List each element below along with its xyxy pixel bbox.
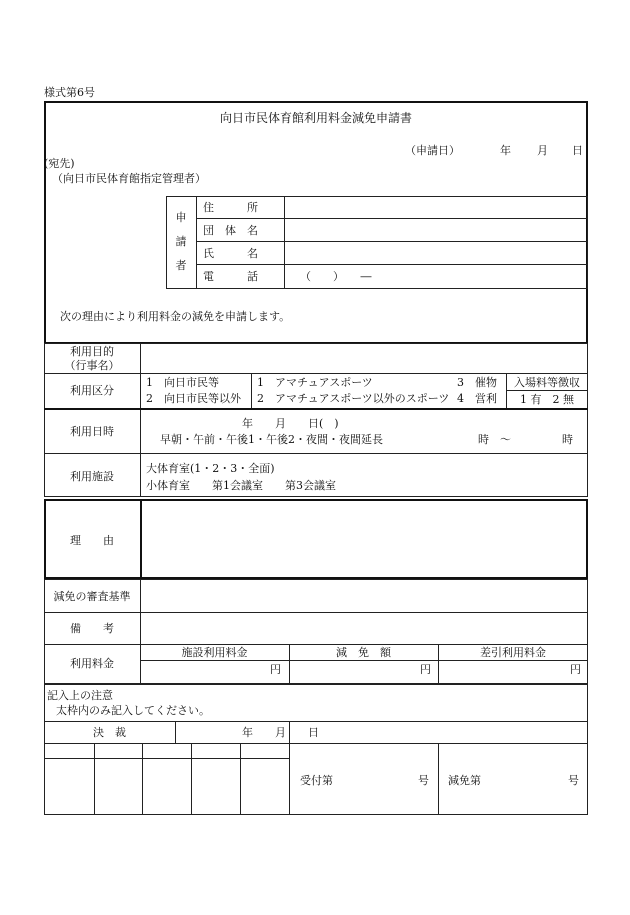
approval-stamp-cell-5[interactable] bbox=[241, 759, 288, 814]
fee-facility-unit: 円 bbox=[270, 663, 281, 676]
purpose-label: 利用目的 bbox=[70, 345, 114, 358]
reason-field[interactable] bbox=[143, 501, 586, 577]
usage-hour-from[interactable]: 時 ～ bbox=[478, 433, 511, 446]
receipt-number-suffix: 号 bbox=[418, 774, 429, 787]
fee-header-facility: 施設利用料金 bbox=[181, 646, 248, 659]
decision-date: 年 月 日 bbox=[242, 726, 319, 739]
reason-label: 理 由 bbox=[70, 534, 114, 547]
application-statement: 次の理由により利用料金の減免を申請します。 bbox=[60, 310, 291, 323]
application-date-label: （申請日） bbox=[405, 144, 460, 157]
applicant-group-label-2: 請 bbox=[175, 235, 187, 248]
category-amateur-sports-option[interactable]: 1 アマチュアスポーツ bbox=[257, 376, 373, 389]
form-number: 様式第6号 bbox=[44, 86, 95, 99]
usage-hour-to[interactable]: 時 bbox=[562, 433, 573, 446]
applicant-phone-field[interactable]: （ ） ― bbox=[300, 270, 372, 283]
applicant-address-field[interactable] bbox=[286, 198, 586, 217]
applicant-group-name-label: 団 体 名 bbox=[203, 224, 258, 237]
exemption-number-suffix: 号 bbox=[568, 774, 579, 787]
applicant-address-label: 住 所 bbox=[203, 201, 258, 214]
purpose-field[interactable] bbox=[142, 345, 586, 372]
category-commercial-option[interactable]: 4 営利 bbox=[457, 392, 497, 405]
purpose-sublabel: （行事名） bbox=[64, 359, 120, 372]
facility-main-hall[interactable]: 大体育室(1・2・3・全面) bbox=[146, 462, 275, 475]
fee-label: 利用料金 bbox=[70, 657, 114, 670]
category-other-sports-option[interactable]: 2 アマチュアスポーツ以外のスポーツ bbox=[257, 392, 450, 405]
fee-header-exemption: 減 免 額 bbox=[336, 646, 391, 659]
admission-fee-options[interactable]: 1 有 2 無 bbox=[520, 393, 574, 406]
usage-date-label: 利用日時 bbox=[70, 425, 114, 438]
application-date-month: 月 bbox=[537, 144, 548, 157]
decision-label: 決 裁 bbox=[93, 726, 126, 739]
approval-stamp-cell-3[interactable] bbox=[143, 759, 190, 814]
applicant-group-label-1: 申 bbox=[175, 211, 187, 224]
facility-other-rooms[interactable]: 小体育室 第1会議室 第3会議室 bbox=[146, 479, 336, 492]
notes-heading: 記入上の注意 bbox=[47, 689, 113, 702]
applicant-group-label-3: 者 bbox=[175, 259, 187, 272]
approval-stamp-cell-4[interactable] bbox=[192, 759, 239, 814]
fee-header-net: 差引利用料金 bbox=[480, 646, 546, 659]
applicant-name-field[interactable] bbox=[286, 243, 586, 263]
approval-stamp-cell-2[interactable] bbox=[95, 759, 141, 814]
usage-date-field[interactable]: 年 月 日( ) bbox=[242, 417, 339, 430]
remarks-label: 備 考 bbox=[70, 622, 114, 635]
category-citizen-option[interactable]: 1 向日市民等 bbox=[146, 376, 219, 389]
criteria-label: 減免の審査基準 bbox=[53, 590, 131, 603]
usage-time-slots[interactable]: 早朝・午前・午後1・午後2・夜間・夜間延長 bbox=[160, 433, 383, 446]
category-noncitizen-option[interactable]: 2 向日市民等以外 bbox=[146, 392, 241, 405]
applicant-group-name-field[interactable] bbox=[286, 220, 586, 240]
address-to-label: (宛先) bbox=[44, 157, 75, 170]
admission-fee-label: 入場料等徴収 bbox=[514, 376, 580, 389]
applicant-phone-label: 電 話 bbox=[203, 270, 258, 283]
exemption-number-label: 減免第 bbox=[448, 774, 481, 787]
category-event-option[interactable]: 3 催物 bbox=[457, 376, 497, 389]
application-date-year: 年 bbox=[500, 144, 511, 157]
fee-net-unit: 円 bbox=[570, 663, 581, 676]
category-label: 利用区分 bbox=[70, 384, 114, 397]
approval-stamp-cell-1[interactable] bbox=[45, 759, 93, 814]
receipt-number-label: 受付第 bbox=[300, 774, 333, 787]
form-title: 向日市民体育館利用料金減免申請書 bbox=[219, 111, 412, 125]
applicant-name-label: 氏 名 bbox=[203, 247, 258, 260]
notes-body: 太枠内のみ記入してください。 bbox=[56, 704, 210, 717]
facility-label: 利用施設 bbox=[70, 470, 114, 483]
application-date-day: 日 bbox=[572, 144, 583, 157]
address-to-name: （向日市民体育館指定管理者） bbox=[52, 172, 206, 185]
fee-exemption-unit: 円 bbox=[420, 663, 431, 676]
